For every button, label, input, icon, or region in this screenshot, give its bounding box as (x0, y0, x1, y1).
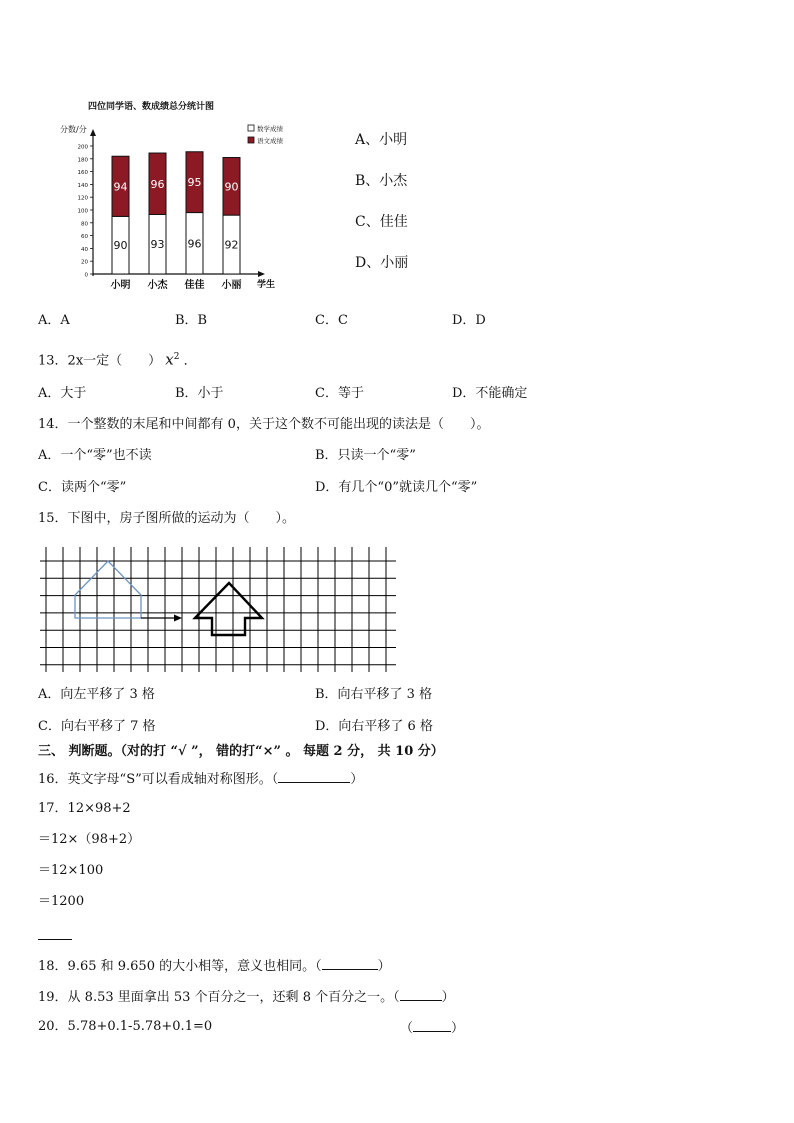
data-label-math: 96 (187, 237, 202, 251)
q18-text: 18．9.65 和 9.650 的大小相等，意义也相同。（ (38, 959, 322, 974)
x-tick-label: 小明 (110, 280, 131, 291)
q20-text: 20．5.78+0.1-5.78+0.1=0 (38, 1019, 213, 1034)
q14-stem: 14．一个整数的末尾和中间都有 0，关于这个数不可能出现的读法是（ ）。 (38, 417, 490, 432)
side-option-a: A、小明 (355, 132, 408, 148)
translation-arrow-head (174, 615, 182, 622)
q17-answer-blank[interactable] (38, 939, 72, 940)
y-tick-label: 20 (81, 259, 88, 266)
y-axis-arrow (90, 129, 96, 136)
data-label-math: 92 (224, 238, 239, 252)
legend-swatch-chinese (248, 137, 254, 143)
q13-choice-b: B．小于 (175, 386, 224, 401)
y-tick-label: 80 (81, 221, 88, 228)
q15-stem: 15．下图中，房子图所做的运动为（ ）。 (38, 511, 296, 526)
y-tick-label: 100 (77, 208, 88, 215)
data-label-chinese: 90 (224, 180, 239, 194)
q14-choice-b: B．只读一个“零” (315, 448, 416, 463)
q17-line-4: ＝1200 (38, 894, 85, 909)
q15-choice-d: D．向右平移了 6 格 (315, 719, 433, 734)
q18-close: ） (377, 959, 391, 974)
x-tick-label: 佳佳 (184, 280, 205, 291)
data-label-chinese: 94 (113, 180, 128, 194)
legend-label-math: 数学成绩 (257, 125, 283, 133)
q15-choice-c: C．向右平移了 7 格 (38, 719, 156, 734)
q17-line-2: ＝12×（98+2） (38, 832, 141, 847)
y-tick-label: 140 (77, 182, 88, 189)
q18 (38, 957, 391, 975)
q15-choice-b: B．向右平移了 3 格 (315, 687, 433, 702)
q13-stem-pre: 13．2x一定（ ） (38, 353, 162, 369)
q13-exponent: 2 (173, 352, 180, 362)
q16 (38, 770, 363, 788)
x-tick-label: 小丽 (221, 280, 242, 291)
q13-choice-d: D．不能确定 (452, 386, 528, 401)
q14-choice-d: D．有几个“0”就读几个“零” (315, 480, 478, 495)
chart-title: 四位同学语、数成绩总分统计图 (88, 102, 215, 112)
translation-grid-figure (40, 545, 400, 675)
q20-bracket (400, 1019, 464, 1037)
q15-choice-a: A．向左平移了 3 格 (38, 687, 155, 702)
q19 (38, 988, 455, 1006)
side-option-c: C、佳佳 (355, 214, 408, 230)
q16-text: 16．英文字母“S”可以看成轴对称图形。（ (38, 772, 279, 787)
data-label-math: 93 (150, 238, 165, 252)
q13-choice-a: A．大于 (38, 386, 87, 401)
q13-stem (38, 349, 197, 369)
q19-text: 19．从 8.53 里面拿出 53 个百分之一，还剩 8 个百分之一。（ (38, 990, 400, 1005)
y-tick-label: 0 (84, 272, 88, 279)
y-tick-label: 160 (77, 170, 88, 177)
q19-close: ） (441, 990, 455, 1005)
q16-answer-blank[interactable] (278, 770, 350, 783)
data-label-chinese: 96 (150, 177, 165, 191)
q17-line-1: 17．12×98+2 (38, 801, 131, 816)
q18-answer-blank[interactable] (322, 957, 378, 970)
y-tick-label: 180 (77, 157, 88, 164)
side-option-d: D、小丽 (355, 255, 409, 271)
y-tick-label: 200 (77, 144, 88, 151)
q14-choice-a: A．一个“零”也不读 (38, 448, 152, 463)
q20-open: （ (400, 1021, 414, 1036)
choice-c: C．C (315, 313, 348, 328)
q19-answer-blank[interactable] (400, 988, 442, 1001)
q17-line-3: ＝12×100 (38, 863, 104, 878)
y-tick-label: 120 (77, 195, 88, 202)
legend-swatch-math (248, 125, 254, 131)
score-bar-chart (58, 96, 288, 296)
q16-close: ） (350, 772, 364, 787)
chart-ylabel: 分数/分 (60, 125, 87, 134)
y-tick-label: 60 (81, 234, 88, 241)
chart-xlabel: 学生 (257, 280, 276, 290)
q14-choice-c: C．读两个“零” (38, 480, 127, 495)
grid-lines (40, 547, 396, 672)
data-label-chinese: 95 (187, 176, 202, 190)
q13-stem-post: ． (183, 353, 197, 369)
q20-answer-blank[interactable] (413, 1019, 451, 1032)
legend-label-chinese: 语文成绩 (257, 137, 283, 145)
data-label-math: 90 (113, 239, 128, 253)
x-tick-label: 小杰 (147, 280, 168, 291)
choice-b: B．B (175, 313, 208, 328)
q13-choice-c: C．等于 (315, 386, 364, 401)
q20-close: ） (451, 1021, 465, 1036)
moved-house-shape (195, 583, 262, 635)
side-option-b: B、小杰 (355, 173, 408, 189)
q13-variable: x (165, 350, 174, 369)
section-3-heading: 三、 判断题。（对的打 “√ ”， 错的打“×” 。 每题 2 分， 共 10 分） (38, 744, 444, 759)
y-tick-label: 40 (81, 246, 88, 253)
choice-a: A．A (38, 313, 70, 328)
x-axis-arrow (258, 271, 265, 277)
choice-d: D．D (452, 313, 486, 328)
